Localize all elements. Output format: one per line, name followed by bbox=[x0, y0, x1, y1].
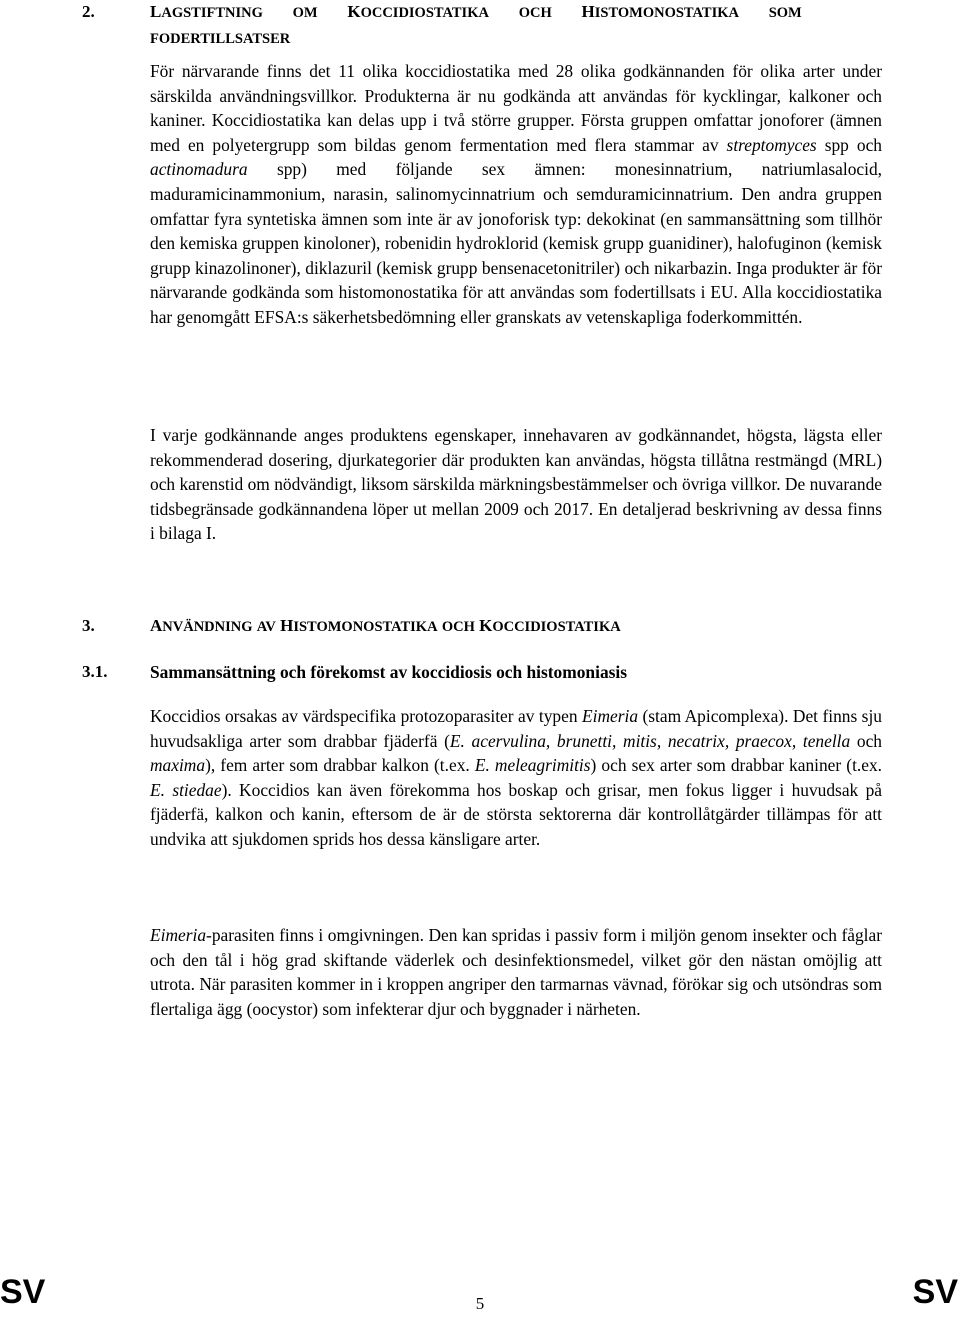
paragraph-authorisation-details: I varje godkännande anges produktens egenskaper, innehavaren av godkännandet, högsta, lägsta eller rekommenderad dosering, djurkategorier där produkten kan användas, högsta tillåtna restmängd (MRL) och karenstid om nödvändigt, liksom särskilda märkningsbestämmelser och övriga villkor. De nuvarande tidsbegränsade godkännandena löper ut mellan 2009 och 2017. En detaljerad beskrivning av dessa finns i bilaga I. bbox=[150, 425, 882, 544]
section-2-number: 2. bbox=[82, 2, 95, 21]
paragraph-koccidios-causes: Koccidios orsakas av värdspecifika protozoparasiter av typen Eimeria (stam Apicomplexa). Det finns sju huvudsakliga arter som drabbar fjäderfä (E. acervulina, brunetti, mitis, necatrix, praecox, tenella och maxima), fem arter som drabbar kalkon (t.ex. E. meleagrimitis) och sex arter som drabbar kaniner (t.ex. E. stiedae). Koccidios kan även förekomma hos boskap och grisar, men fokus ligger i huvudsak på fjäderfä, kalkon och kanin, eftersom de är de största sektorerna där kontrollåtgärder tillämpas för att undvika att sjukdomen sprids hos dessa känsligare arter. bbox=[150, 706, 883, 849]
page-number: 5 bbox=[475, 1294, 485, 1313]
section-3-title: ANVÄNDNING AV HISTOMONOSTATIKA OCH KOCCIDIOSTATIKA bbox=[150, 616, 621, 635]
paragraph-eimeria-environment: Eimeria-parasiten finns i omgivningen. Den kan spridas i passiv form i miljön genom insekter och fåglar och den tål i hög grad skiftande väderlek och desinfektionsmedel, vilket gör den nästan omöjlig att utrota. När parasiten kommer in i kroppen angriper den tarmarnas vävnad, förökar sig och utsöndras som flertaliga ägg (oocystor) som infekterar djur och byggnader i närheten. bbox=[150, 925, 882, 1019]
footer-language-right: SV bbox=[912, 1273, 958, 1311]
section-3-1-number: 3.1. bbox=[82, 662, 108, 681]
section-3-1-title: Sammansättning och förekomst av koccidiosis och histomoniasis bbox=[150, 662, 628, 682]
paragraph-koccidiostatika-groups: För närvarande finns det 11 olika koccidiostatika med 28 olika godkännanden för olika arter under särskilda användningsvillkor. Produkterna är nu godkända att användas för kycklingar, kalkoner och kaniner. Koccidiostatika kan delas upp i två större grupper. Första gruppen omfattar jonoforer (ämnen med en polyetergrupp som bildas genom fermentation med flera stammar av streptomyces spp och actinomadura spp) med följande sex ämnen: monesinnatrium, natriumlasalocid, maduramicinammonium, narasin, salinomycinnatrium och semduramicinnatrium. Den andra gruppen omfattar fyra syntetiska ämnen som inte är av jonoforisk typ: dekokinat (en sammansättning som tillhör den kemiska gruppen kinoloner), robenidin hydroklorid (kemisk grupp guanidiner), halofuginon (kemisk grupp kinazolinoner), diklazuril (kemisk grupp bensenacetonitriler) och nikarbazin. Inga produkter är för närvarande godkända som histomonostatika för att användas som fodertillsats i EU. Alla koccidiostatika har genomgått EFSA:s säkerhetsbedömning eller granskats av vetenskapliga foderkommittén. bbox=[150, 61, 882, 327]
footer-language-left: SV bbox=[0, 1273, 46, 1311]
section-3-number: 3. bbox=[82, 616, 95, 635]
section-2-title: LAGSTIFTNING OM KOCCIDIOSTATIKA OCH HISTOMONOSTATIKA SOM FODERTILLSATSER bbox=[150, 2, 802, 47]
